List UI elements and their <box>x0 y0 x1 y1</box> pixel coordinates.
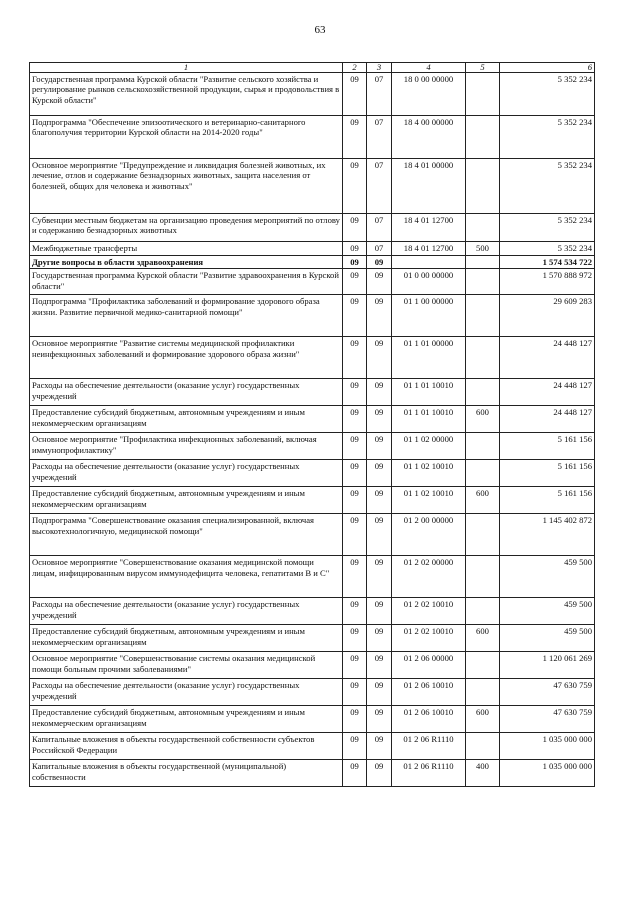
row-expense-type-cell <box>466 256 500 269</box>
row-target-article-cell: 18 4 00 00000 <box>392 116 466 159</box>
row-subsection-cell: 09 <box>367 598 392 625</box>
row-target-article-cell: 01 2 06 R1110 <box>392 760 466 787</box>
table-row <box>30 652 595 679</box>
row-subsection-cell: 09 <box>367 487 392 514</box>
row-target-article-cell: 01 1 02 10010 <box>392 460 466 487</box>
row-section-cell: 09 <box>343 733 367 760</box>
row-section-cell: 09 <box>343 460 367 487</box>
row-amount-cell: 24 448 127 <box>500 337 595 379</box>
row-amount-cell: 1 574 534 722 <box>500 256 595 269</box>
row-name-cell: Субвенции местным бюджетам на организацию проведения мероприятий по отлову и содержанию безнадзорных животных <box>30 214 343 242</box>
row-section-cell: 09 <box>343 214 367 242</box>
row-expense-type-cell <box>466 733 500 760</box>
row-section-cell: 09 <box>343 406 367 433</box>
row-amount-cell: 5 352 234 <box>500 242 595 256</box>
row-expense-type-cell <box>466 379 500 406</box>
row-expense-type-cell <box>466 337 500 379</box>
table-header-row <box>30 63 595 73</box>
row-subsection-cell: 09 <box>367 679 392 706</box>
row-amount-cell: 1 120 061 269 <box>500 652 595 679</box>
row-expense-type-cell <box>466 269 500 295</box>
table-row <box>30 706 595 733</box>
row-section-cell: 09 <box>343 269 367 295</box>
row-section-cell: 09 <box>343 679 367 706</box>
row-subsection-cell: 09 <box>367 433 392 460</box>
row-expense-type-cell <box>466 679 500 706</box>
row-subsection-cell: 07 <box>367 116 392 159</box>
row-subsection-cell: 07 <box>367 242 392 256</box>
row-section-cell: 09 <box>343 159 367 214</box>
row-section-cell: 09 <box>343 337 367 379</box>
table-row <box>30 337 595 379</box>
table-row <box>30 433 595 460</box>
page-number: 63 <box>314 24 326 36</box>
row-subsection-cell: 09 <box>367 652 392 679</box>
table-row <box>30 760 595 787</box>
row-expense-type-cell <box>466 116 500 159</box>
row-name-cell: Межбюджетные трансферты <box>30 242 343 256</box>
table-row <box>30 214 595 242</box>
row-amount-cell: 5 352 234 <box>500 214 595 242</box>
row-amount-cell: 24 448 127 <box>500 379 595 406</box>
table-row <box>30 269 595 295</box>
row-name-cell: Основное мероприятие "Совершенствование системы оказания медицинской помощи больным прочими заболеваниями" <box>30 652 343 679</box>
row-subsection-cell: 09 <box>367 514 392 556</box>
row-expense-type-cell: 400 <box>466 760 500 787</box>
row-target-article-cell: 01 2 06 R1110 <box>392 733 466 760</box>
table-row <box>30 556 595 598</box>
row-name-cell: Расходы на обеспечение деятельности (оказание услуг) государственных учреждений <box>30 598 343 625</box>
row-name-cell: Основное мероприятие "Профилактика инфекционных заболеваний, включая иммунопрофилактику" <box>30 433 343 460</box>
table-body <box>30 73 595 787</box>
column-header-subsection: 3 <box>367 63 392 73</box>
row-section-cell: 09 <box>343 295 367 337</box>
row-name-cell: Предоставление субсидий бюджетным, автономным учреждениям и иным некоммерческим организациям <box>30 487 343 514</box>
row-target-article-cell: 01 2 06 00000 <box>392 652 466 679</box>
row-section-cell: 09 <box>343 598 367 625</box>
row-expense-type-cell <box>466 159 500 214</box>
budget-table <box>29 62 595 787</box>
table-row <box>30 116 595 159</box>
column-header-amount: 6 <box>500 63 595 73</box>
row-expense-type-cell <box>466 295 500 337</box>
row-expense-type-cell <box>466 214 500 242</box>
row-amount-cell: 29 609 283 <box>500 295 595 337</box>
row-section-cell: 09 <box>343 379 367 406</box>
table-row <box>30 73 595 116</box>
row-name-cell: Основное мероприятие "Развитие системы медицинской профилактики неинфекционных заболеваний и формирование здорового образа жизни" <box>30 337 343 379</box>
table-row <box>30 625 595 652</box>
row-name-cell: Подпрограмма "Обеспечение эпизоотического и ветеринарно-санитарного благополучия территории Курской области на 2014-2020 годы" <box>30 116 343 159</box>
row-name-cell: Государственная программа Курской области "Развитие здравоохранения в Курской области" <box>30 269 343 295</box>
row-name-cell: Предоставление субсидий бюджетным, автономным учреждениям и иным некоммерческим организациям <box>30 625 343 652</box>
row-target-article-cell: 01 2 06 10010 <box>392 706 466 733</box>
row-name-cell: Основное мероприятие "Предупреждение и ликвидация болезней животных, их лечение, отлов и содержание безнадзорных животных, защита населения от болезней, общих для человека и животных" <box>30 159 343 214</box>
row-subsection-cell: 09 <box>367 625 392 652</box>
row-subsection-cell: 07 <box>367 73 392 116</box>
row-target-article-cell: 01 2 02 10010 <box>392 598 466 625</box>
row-name-cell: Капитальные вложения в объекты государственной (муниципальной) собственности <box>30 760 343 787</box>
row-expense-type-cell <box>466 514 500 556</box>
table-row <box>30 256 595 269</box>
row-section-cell: 09 <box>343 487 367 514</box>
column-header-section: 2 <box>343 63 367 73</box>
row-expense-type-cell: 600 <box>466 706 500 733</box>
row-expense-type-cell <box>466 460 500 487</box>
row-target-article-cell: 01 2 06 10010 <box>392 679 466 706</box>
row-subsection-cell: 09 <box>367 337 392 379</box>
row-target-article-cell: 18 4 01 12700 <box>392 214 466 242</box>
table-row <box>30 242 595 256</box>
row-name-cell: Предоставление субсидий бюджетным, автономным учреждениям и иным некоммерческим организациям <box>30 706 343 733</box>
row-target-article-cell: 18 4 01 12700 <box>392 242 466 256</box>
table-row <box>30 379 595 406</box>
row-section-cell: 09 <box>343 760 367 787</box>
row-expense-type-cell <box>466 433 500 460</box>
row-amount-cell: 459 500 <box>500 625 595 652</box>
row-section-cell: 09 <box>343 556 367 598</box>
row-name-cell: Основное мероприятие "Совершенствование оказания медицинской помощи лицам, инфицированным вирусом иммунодефицита человека, гепатитами В и С" <box>30 556 343 598</box>
row-expense-type-cell <box>466 598 500 625</box>
row-amount-cell: 459 500 <box>500 598 595 625</box>
row-section-cell: 09 <box>343 652 367 679</box>
column-header-target-article: 4 <box>392 63 466 73</box>
row-name-cell: Другие вопросы в области здравоохранения <box>30 256 343 269</box>
row-target-article-cell: 01 1 02 10010 <box>392 487 466 514</box>
row-name-cell: Подпрограмма "Профилактика заболеваний и формирование здорового образа жизни. Развитие первичной медико-санитарной помощи" <box>30 295 343 337</box>
row-expense-type-cell: 600 <box>466 625 500 652</box>
row-amount-cell: 5 352 234 <box>500 73 595 116</box>
table-row <box>30 598 595 625</box>
row-subsection-cell: 07 <box>367 159 392 214</box>
row-section-cell: 09 <box>343 514 367 556</box>
row-expense-type-cell <box>466 652 500 679</box>
row-subsection-cell: 07 <box>367 214 392 242</box>
table-row <box>30 487 595 514</box>
row-subsection-cell: 09 <box>367 556 392 598</box>
table-row <box>30 679 595 706</box>
row-amount-cell: 5 161 156 <box>500 460 595 487</box>
row-expense-type-cell: 500 <box>466 242 500 256</box>
row-name-cell: Расходы на обеспечение деятельности (оказание услуг) государственных учреждений <box>30 460 343 487</box>
row-subsection-cell: 09 <box>367 460 392 487</box>
table-row <box>30 733 595 760</box>
row-section-cell: 09 <box>343 242 367 256</box>
row-name-cell: Подпрограмма "Совершенствование оказания специализированной, включая высокотехнологичную, медицинской помощи" <box>30 514 343 556</box>
row-amount-cell: 5 352 234 <box>500 116 595 159</box>
row-section-cell: 09 <box>343 625 367 652</box>
row-name-cell: Капитальные вложения в объекты государственной собственности субъектов Российской Федерации <box>30 733 343 760</box>
row-target-article-cell: 01 2 02 10010 <box>392 625 466 652</box>
table-row <box>30 295 595 337</box>
row-section-cell: 09 <box>343 73 367 116</box>
row-subsection-cell: 09 <box>367 256 392 269</box>
row-amount-cell: 1 035 000 000 <box>500 733 595 760</box>
row-amount-cell: 459 500 <box>500 556 595 598</box>
row-subsection-cell: 09 <box>367 379 392 406</box>
row-section-cell: 09 <box>343 433 367 460</box>
table-row <box>30 460 595 487</box>
table-row <box>30 159 595 214</box>
row-expense-type-cell: 600 <box>466 487 500 514</box>
table-row <box>30 406 595 433</box>
row-subsection-cell: 09 <box>367 269 392 295</box>
row-name-cell: Расходы на обеспечение деятельности (оказание услуг) государственных учреждений <box>30 679 343 706</box>
row-target-article-cell: 18 0 00 00000 <box>392 73 466 116</box>
row-amount-cell: 1 035 000 000 <box>500 760 595 787</box>
row-amount-cell: 47 630 759 <box>500 679 595 706</box>
row-expense-type-cell <box>466 73 500 116</box>
row-amount-cell: 47 630 759 <box>500 706 595 733</box>
row-amount-cell: 24 448 127 <box>500 406 595 433</box>
table-row <box>30 514 595 556</box>
row-target-article-cell: 01 1 01 10010 <box>392 406 466 433</box>
row-target-article-cell: 01 2 02 00000 <box>392 556 466 598</box>
row-name-cell: Расходы на обеспечение деятельности (оказание услуг) государственных учреждений <box>30 379 343 406</box>
row-target-article-cell: 01 0 00 00000 <box>392 269 466 295</box>
row-expense-type-cell <box>466 556 500 598</box>
row-target-article-cell: 01 2 00 00000 <box>392 514 466 556</box>
row-amount-cell: 5 161 156 <box>500 433 595 460</box>
row-subsection-cell: 09 <box>367 706 392 733</box>
row-target-article-cell: 01 1 00 00000 <box>392 295 466 337</box>
row-name-cell: Государственная программа Курской области "Развитие сельского хозяйства и регулирование рынков сельскохозяйственной продукции, сырья и продовольствия в Курской области" <box>30 73 343 116</box>
row-subsection-cell: 09 <box>367 733 392 760</box>
column-header-name: 1 <box>30 63 343 73</box>
row-target-article-cell: 18 4 01 00000 <box>392 159 466 214</box>
row-name-cell: Предоставление субсидий бюджетным, автономным учреждениям и иным некоммерческим организациям <box>30 406 343 433</box>
row-section-cell: 09 <box>343 706 367 733</box>
row-expense-type-cell: 600 <box>466 406 500 433</box>
row-section-cell: 09 <box>343 256 367 269</box>
row-amount-cell: 5 161 156 <box>500 487 595 514</box>
row-section-cell: 09 <box>343 116 367 159</box>
row-target-article-cell: 01 1 01 00000 <box>392 337 466 379</box>
row-target-article-cell <box>392 256 466 269</box>
row-target-article-cell: 01 1 02 00000 <box>392 433 466 460</box>
row-amount-cell: 5 352 234 <box>500 159 595 214</box>
column-header-expense-type: 5 <box>466 63 500 73</box>
row-target-article-cell: 01 1 01 10010 <box>392 379 466 406</box>
row-amount-cell: 1 570 888 972 <box>500 269 595 295</box>
row-subsection-cell: 09 <box>367 295 392 337</box>
row-subsection-cell: 09 <box>367 760 392 787</box>
row-amount-cell: 1 145 402 872 <box>500 514 595 556</box>
row-subsection-cell: 09 <box>367 406 392 433</box>
